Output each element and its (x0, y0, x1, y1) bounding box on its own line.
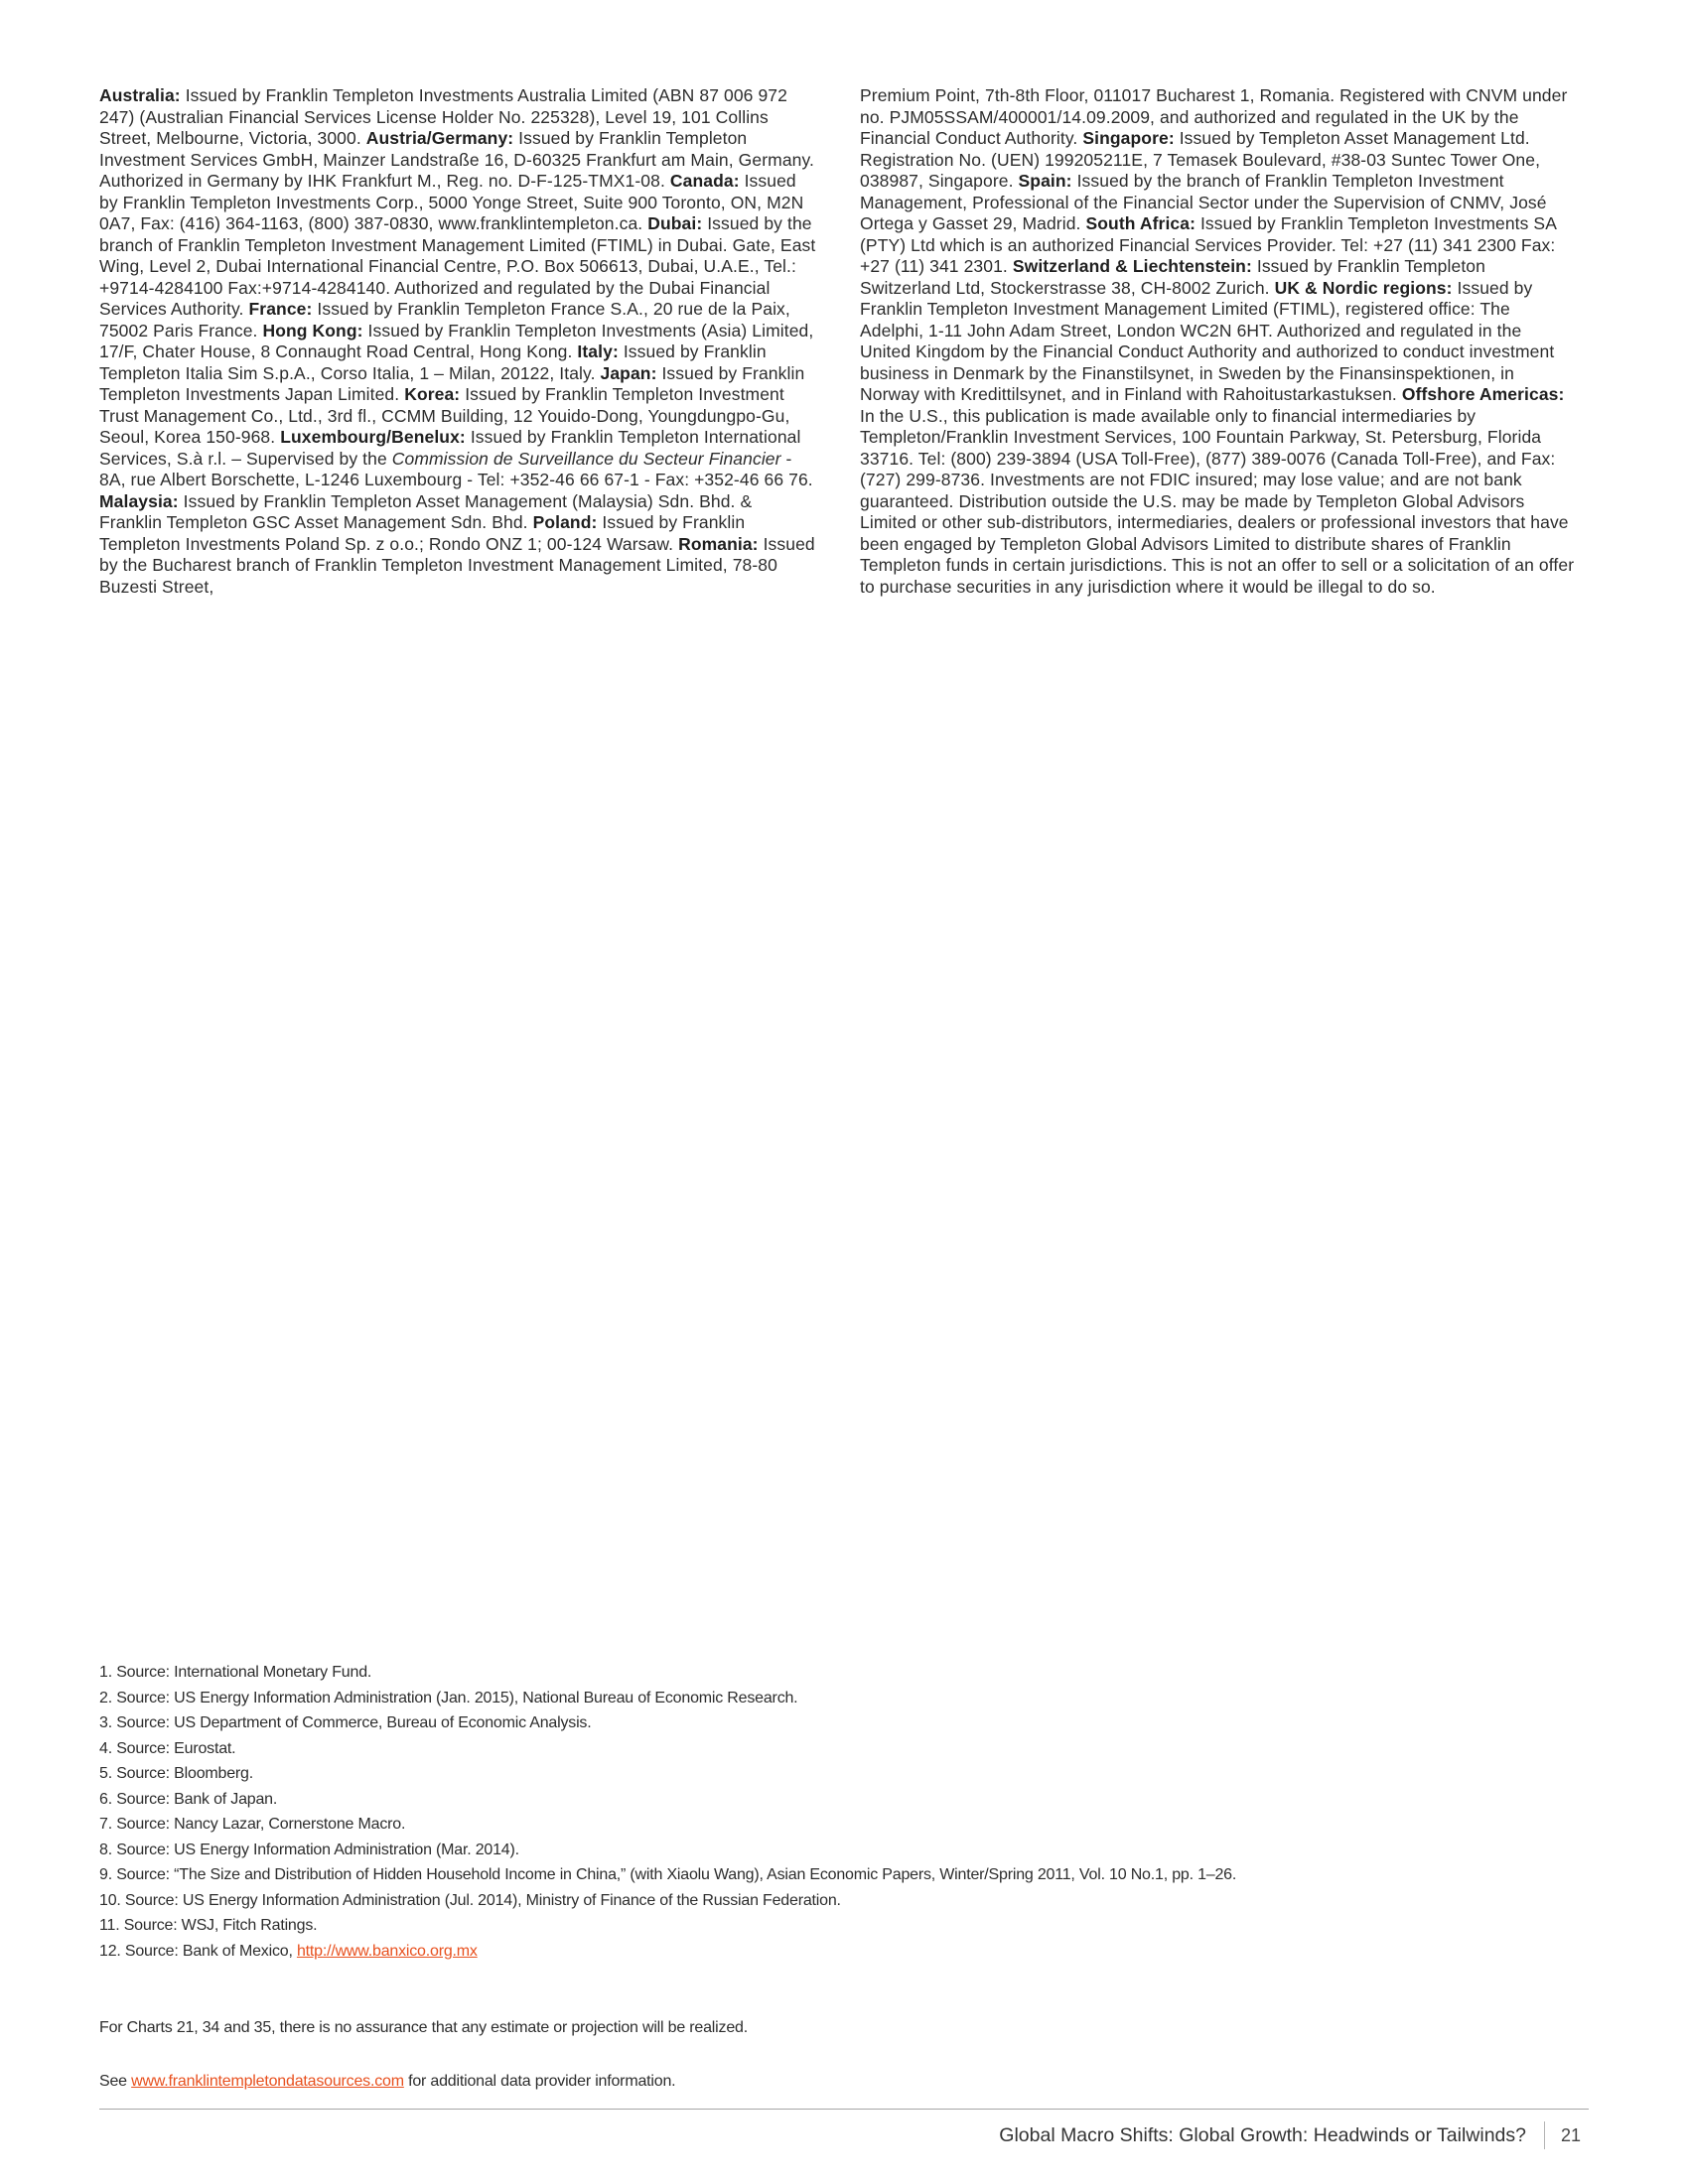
jurisdiction-label: Spain: (1018, 171, 1077, 191)
jurisdiction-label: Australia: (99, 85, 186, 105)
text-run: Issued by Franklin Templeton Italia Sim S.p.A., Corso Italia, 1 – Milan, 20122, Italy. (99, 341, 767, 383)
jurisdiction-label: France: (248, 299, 318, 319)
text-run: See (99, 2073, 132, 2090)
italic-text: Commission de Surveillance du Secteur Financier (391, 448, 781, 469)
text-run: 8. Source: US Energy Information Administration (Mar. 2014). (99, 1841, 519, 1858)
text-run: Issued by Franklin Templeton International Services, S.à r.l. – Supervised by the (99, 427, 801, 469)
text-run: Issued by Franklin Templeton Investments Poland Sp. z o.o.; Rondo ONZ 1; 00-124 Warsaw. (99, 512, 746, 554)
text-run: Issued by the Bucharest branch of Franklin Templeton Investment Management Limited, 78-80 Buzesti Street, (99, 533, 815, 597)
text-run: Issued by Franklin Templeton Investment Management Limited (FTIML), registered office: The Adelphi, 1-11 John Adam Street, London WC2N 6HT. Authorized and regulated in the United Kingdom by the Financial Conduct Authority and authorized to conduct investment business in Denmark by the Finanstilsynet, in Sweden by the Finansinspektionen, in Norway with Kredittilsynet, and in Finland with Rahoitustarkastuksen. (860, 277, 1555, 404)
text-run: 12. Source: Bank of Mexico, (99, 1942, 297, 1960)
text-run: Issued by Franklin Templeton Switzerland Ltd, Stockerstrasse 38, CH-8002 Zurich. (860, 256, 1485, 298)
text-run: 3. Source: US Department of Commerce, Bureau of Economic Analysis. (99, 1714, 592, 1731)
legal-column-right (860, 85, 1577, 598)
jurisdiction-label: Romania: (678, 533, 764, 554)
footnote-item (99, 1862, 1589, 1888)
footer-divider (1544, 2121, 1545, 2149)
text-run: Issued by Franklin Templeton Investments (Asia) Limited, 17/F, Chater House, 8 Connaught Road Central, Hong Kong. (99, 320, 814, 361)
text-run: Issued by Franklin Templeton France S.A., 20 rue de la Paix, 75002 Paris France. (99, 299, 790, 341)
text-run: 5. Source: Bloomberg. (99, 1765, 253, 1782)
text-run: 4. Source: Eurostat. (99, 1739, 236, 1757)
text-run: Issued by Franklin Templeton Investments Japan Limited. (99, 362, 805, 404)
text-run: Issued by Franklin Templeton Investment Services GmbH, Mainzer Landstraße 16, D-60325 Frankfurt am Main, Germany. Authorized in Germany by IHK Frankfurt M., Reg. no. D-F-125-TMX1-08. (99, 128, 815, 191)
charts-disclaimer: For Charts 21, 34 and 35, there is no assurance that any estimate or projection will be realized. (99, 2019, 748, 2036)
jurisdiction-label: Japan: (600, 362, 662, 383)
text-run: Issued by Franklin Templeton Investments Corp., 5000 Yonge Street, Suite 900 Toronto, ON, M2N 0A7, Fax: (416) 364-1163, (800) 387-0830, www.franklintempleton.ca. (99, 171, 804, 233)
footnote-item (99, 1939, 1589, 1965)
footnote-item (99, 1812, 1589, 1838)
text-run: Issued by Franklin Templeton Asset Management (Malaysia) Sdn. Bhd. & Franklin Templeton GSC Asset Management Sdn. Bhd. (99, 490, 753, 532)
source-footnotes (99, 1660, 1589, 1964)
datasources-link[interactable]: www.franklintempletondatasources.com (131, 2073, 404, 2090)
footnote-item (99, 1838, 1589, 1863)
text-run: Issued by the branch of Franklin Templeton Investment Management, Professional of the Financial Sector under the Supervision of CNMV, José Ortega y Gasset 29, Madrid. (860, 171, 1547, 233)
text-run: 9. Source: “The Size and Distribution of Hidden Household Income in China,” (with Xiaolu Wang), Asian Economic Papers, Winter/Spring 2011, Vol. 10 No.1, pp. 1–26. (99, 1866, 1237, 1883)
text-run: 11. Source: WSJ, Fitch Ratings. (99, 1917, 318, 1934)
jurisdiction-label: Poland: (532, 512, 603, 532)
jurisdiction-label: Switzerland & Liechtenstein: (1012, 256, 1257, 276)
jurisdiction-label: Luxembourg/Benelux: (280, 427, 471, 447)
text-run: 1. Source: International Monetary Fund. (99, 1664, 372, 1681)
legal-column-left (99, 85, 816, 598)
text-run: 6. Source: Bank of Japan. (99, 1790, 278, 1808)
footer-title: Global Macro Shifts: Global Growth: Headwinds or Tailwinds? (999, 2123, 1526, 2146)
jurisdiction-label: Singapore: (1082, 128, 1180, 148)
text-run: for additional data provider information. (403, 2073, 676, 2090)
text-run: 10. Source: US Energy Information Administration (Jul. 2014), Ministry of Finance of the Russian Federation. (99, 1891, 841, 1909)
footnote-item (99, 1761, 1589, 1787)
footnote-item (99, 1736, 1589, 1762)
jurisdiction-label: Dubai: (647, 213, 708, 233)
text-run: Issued by Franklin Templeton Investments SA (PTY) Ltd which is an authorized Financial Services Provider. Tel: +27 (11) 341 2300 Fax: +27 (11) 341 2301. (860, 213, 1557, 276)
jurisdiction-label: Malaysia: (99, 490, 184, 511)
text-run: Issued by Franklin Templeton Investment Trust Management Co., Ltd., 3rd fl., CCMM Building, 12 Youido-Dong, Youngdungpo-Gu, Seoul, Korea 150-968. (99, 384, 790, 447)
page-footer (99, 2109, 1589, 2149)
footnote-item (99, 1686, 1589, 1711)
text-run: 7. Source: Nancy Lazar, Cornerstone Macro. (99, 1816, 406, 1833)
text-run: Issued by Templeton Asset Management Ltd. Registration No. (UEN) 199205211E, 7 Temasek Boulevard, #38-03 Suntec Tower One, 038987, Singapore. (860, 128, 1541, 191)
page-number: 21 (1561, 2124, 1582, 2145)
jurisdiction-label: UK & Nordic regions: (1274, 277, 1458, 298)
jurisdiction-label: South Africa: (1085, 213, 1200, 233)
data-provider-note (99, 2069, 1589, 2095)
jurisdiction-label: Canada: (669, 171, 745, 191)
jurisdiction-label: Offshore Americas: (1401, 384, 1565, 404)
banxico-link[interactable]: http://www.banxico.org.mx (296, 1942, 478, 1960)
jurisdiction-label: Hong Kong: (262, 320, 368, 341)
footnote-item (99, 1660, 1589, 1686)
footnote-item (99, 1710, 1589, 1736)
text-run: - 8A, rue Albert Borschette, L-1246 Luxembourg - Tel: +352-46 66 67-1 - Fax: +352-46 66 76. (99, 448, 813, 489)
jurisdiction-label: Italy: (577, 341, 624, 361)
text-run: Issued by the branch of Franklin Templeton Investment Management Limited (FTIML) in Dubai. Gate, East Wing, Level 2, Dubai International Financial Centre, P.O. Box 506613, Dubai, U.A.E., Tel.: +9714-4284100 Fax:+9714-4284140. Authorized and regulated by the Dubai Financial Services Authority. (99, 213, 816, 319)
text-run: In the U.S., this publication is made available only to financial intermediaries by Templeton/Franklin Investment Services, 100 Fountain Parkway, St. Petersburg, Florida 33716. Tel: (800) 239-3894 (USA Toll-Free), (877) 389-0076 (Canada Toll-Free), and Fax: (727) 299-8736. Investments are not FDIC insured; may lose value; and are not bank guaranteed. Distribution outside the U.S. may be made by Templeton Global Advisors Limited or other sub-distributors, intermediaries, dealers or professional investors that have been engaged by Templeton Global Advisors Limited to distribute shares of Franklin Templeton funds in certain jurisdictions. This is not an offer to sell or a solicitation of an offer to purchase securities in any jurisdiction where it would be illegal to do so. (860, 405, 1575, 597)
legal-disclaimer-section (99, 85, 1577, 598)
text-run: 2. Source: US Energy Information Administration (Jan. 2015), National Bureau of Economic Research. (99, 1689, 798, 1706)
text-run: Premium Point, 7th-8th Floor, 011017 Bucharest 1, Romania. Registered with CNVM under no. PJM05SSAM/400001/14.09.2009, and authorized and regulated in the UK by the Financial Conduct Authority. (860, 85, 1568, 148)
jurisdiction-label: Korea: (404, 384, 466, 404)
footnote-item (99, 1913, 1589, 1939)
jurisdiction-label: Austria/Germany: (365, 128, 519, 148)
footnote-item (99, 1888, 1589, 1914)
text-run: Issued by Franklin Templeton Investments Australia Limited (ABN 87 006 972 247) (Australian Financial Services License Holder No. 225328), Level 19, 101 Collins Street, Melbourne, Victoria, 3000. (99, 85, 787, 148)
footnote-item (99, 1787, 1589, 1813)
